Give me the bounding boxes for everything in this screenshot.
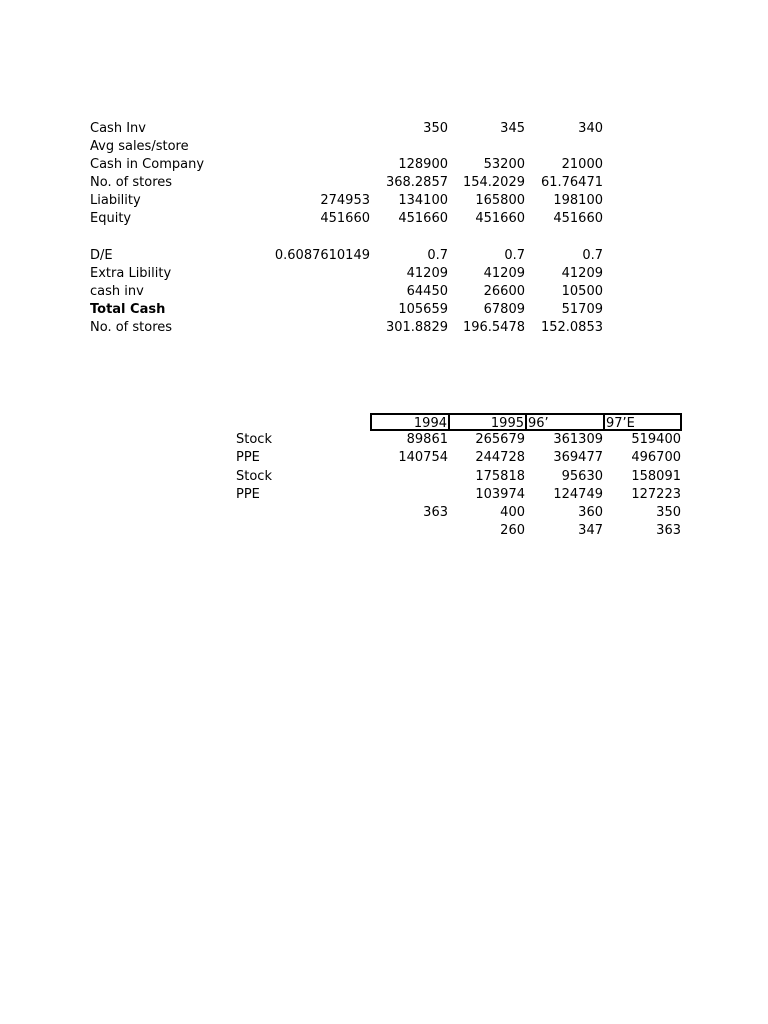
table-row bbox=[0, 486, 768, 504]
row-label: PPE bbox=[236, 450, 260, 465]
cell: 340 bbox=[578, 121, 603, 136]
cell: 350 bbox=[656, 505, 681, 520]
row-label: PPE bbox=[236, 487, 260, 502]
table-row bbox=[0, 265, 768, 283]
cell: 260 bbox=[500, 523, 525, 538]
cell: 363 bbox=[423, 505, 448, 520]
table-row bbox=[0, 138, 768, 156]
cell: 158091 bbox=[631, 469, 681, 484]
header-cell: 96’ bbox=[525, 413, 605, 431]
cell: 451660 bbox=[475, 211, 525, 226]
table-row bbox=[0, 319, 768, 337]
cell: 368.2857 bbox=[385, 175, 448, 190]
cell: 350 bbox=[423, 121, 448, 136]
table-row bbox=[0, 192, 768, 210]
cell: 140754 bbox=[398, 450, 448, 465]
cell: 53200 bbox=[483, 157, 525, 172]
header-cell: 1995 bbox=[448, 413, 527, 431]
table-row bbox=[0, 283, 768, 301]
cell: 128900 bbox=[398, 157, 448, 172]
cell: 0.6087610149 bbox=[274, 248, 370, 263]
cell: 265679 bbox=[475, 432, 525, 447]
cell: 124749 bbox=[553, 487, 603, 502]
cell: 95630 bbox=[561, 469, 603, 484]
cell: 127223 bbox=[631, 487, 681, 502]
cell: 41209 bbox=[561, 266, 603, 281]
cell: 451660 bbox=[320, 211, 370, 226]
cell: 175818 bbox=[475, 469, 525, 484]
header-cell: 1994 bbox=[370, 413, 450, 431]
cell: 347 bbox=[578, 523, 603, 538]
table-row bbox=[0, 120, 768, 138]
cell: 51709 bbox=[561, 302, 603, 317]
row-label: Equity bbox=[90, 211, 132, 226]
table-header-row bbox=[0, 413, 768, 431]
table-row bbox=[0, 156, 768, 174]
cell: 496700 bbox=[631, 450, 681, 465]
cell: 519400 bbox=[631, 432, 681, 447]
cell: 198100 bbox=[553, 193, 603, 208]
cell: 61.76471 bbox=[540, 175, 603, 190]
cell: 345 bbox=[500, 121, 525, 136]
table-row bbox=[0, 247, 768, 265]
row-label: Cash in Company bbox=[90, 157, 205, 172]
row-label: Liability bbox=[90, 193, 141, 208]
row-label: D/E bbox=[90, 248, 113, 263]
cell: 369477 bbox=[553, 450, 603, 465]
cell: 64450 bbox=[406, 284, 448, 299]
cell: 244728 bbox=[475, 450, 525, 465]
cell: 152.0853 bbox=[540, 320, 603, 335]
cell: 103974 bbox=[475, 487, 525, 502]
row-label: No. of stores bbox=[90, 175, 173, 190]
cell: 0.7 bbox=[427, 248, 448, 263]
table-row bbox=[0, 301, 768, 319]
cell: 89861 bbox=[406, 432, 448, 447]
cell: 0.7 bbox=[582, 248, 603, 263]
cell: 154.2029 bbox=[462, 175, 525, 190]
cell: 134100 bbox=[398, 193, 448, 208]
cell: 10500 bbox=[561, 284, 603, 299]
cell: 400 bbox=[500, 505, 525, 520]
row-label: Avg sales/store bbox=[90, 139, 189, 154]
cell: 301.8829 bbox=[385, 320, 448, 335]
table-row bbox=[0, 431, 768, 449]
table-row bbox=[0, 468, 768, 486]
cell: 41209 bbox=[483, 266, 525, 281]
row-label: Stock bbox=[236, 432, 272, 447]
row-label: Cash Inv bbox=[90, 121, 146, 136]
cell: 196.5478 bbox=[462, 320, 525, 335]
table-row bbox=[0, 504, 768, 522]
cell: 363 bbox=[656, 523, 681, 538]
cell: 41209 bbox=[406, 266, 448, 281]
row-label: Stock bbox=[236, 469, 272, 484]
table-row bbox=[0, 174, 768, 192]
cell: 451660 bbox=[398, 211, 448, 226]
table-row bbox=[0, 522, 768, 540]
row-label: cash inv bbox=[90, 284, 144, 299]
row-label: Total Cash bbox=[90, 302, 166, 317]
cell: 360 bbox=[578, 505, 603, 520]
cell: 26600 bbox=[483, 284, 525, 299]
table-row bbox=[0, 449, 768, 467]
cell: 451660 bbox=[553, 211, 603, 226]
table-row bbox=[0, 210, 768, 228]
cell: 21000 bbox=[561, 157, 603, 172]
cell: 105659 bbox=[398, 302, 448, 317]
header-cell: 97’E bbox=[603, 413, 682, 431]
cell: 165800 bbox=[475, 193, 525, 208]
cell: 274953 bbox=[320, 193, 370, 208]
row-label: Extra Libility bbox=[90, 266, 172, 281]
cell: 67809 bbox=[483, 302, 525, 317]
cell: 361309 bbox=[553, 432, 603, 447]
cell: 0.7 bbox=[504, 248, 525, 263]
row-label: No. of stores bbox=[90, 320, 173, 335]
